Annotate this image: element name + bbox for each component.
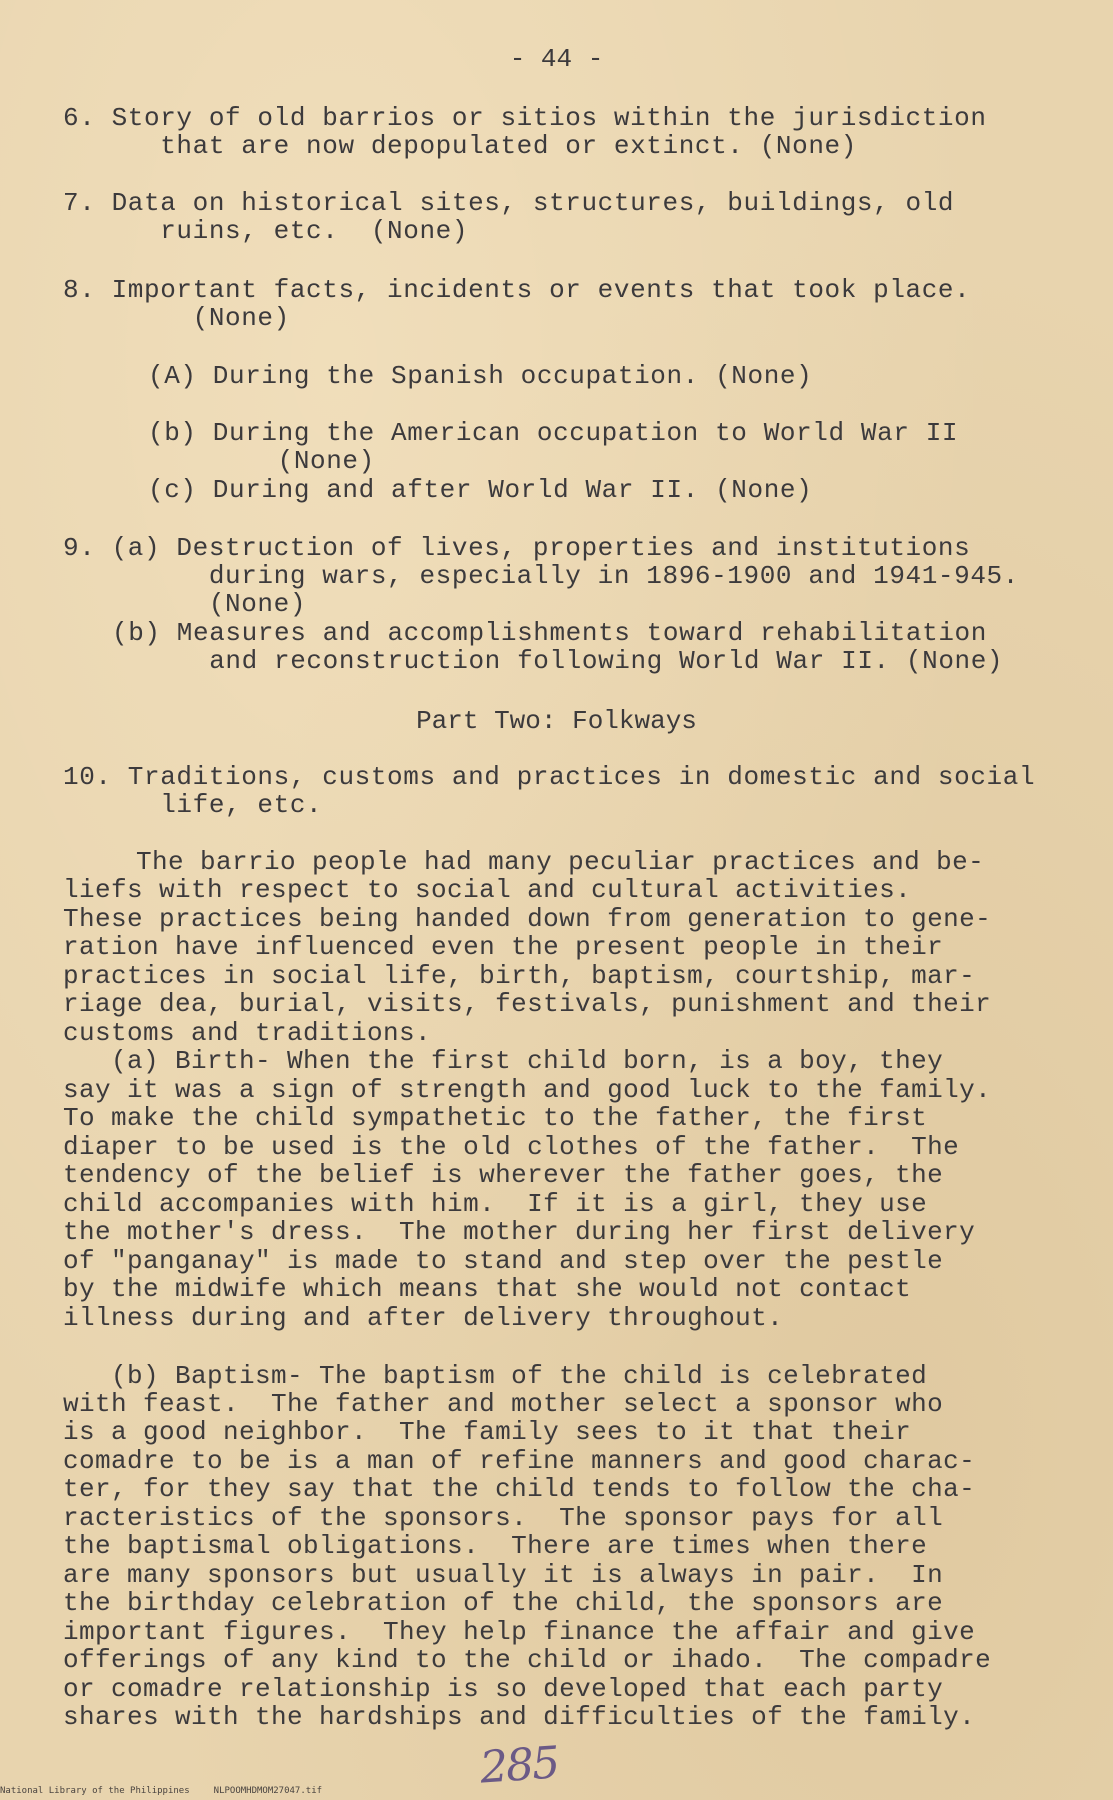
paragraph-intro-line: The barrio people had many peculiar practices and be- xyxy=(40,847,985,877)
birth-paragraph-line: say it was a sign of strength and good luck to the family. xyxy=(63,1075,992,1105)
birth-paragraph-line: To make the child sympathetic to the father, the first xyxy=(63,1103,928,1133)
baptism-paragraph-line: racteristics of the sponsors. The sponsor pays for all xyxy=(63,1503,944,1533)
item-6-line-1: 6. Story of old barrios or sitios within the jurisdiction xyxy=(63,103,987,133)
baptism-paragraph-line: the baptismal obligations. There are times when there xyxy=(63,1531,928,1561)
paragraph-intro-line: customs and traditions. xyxy=(63,1018,432,1048)
baptism-paragraph-line: comadre to be is a man of refine manners and good charac- xyxy=(63,1446,976,1476)
page-number: - 44 - xyxy=(509,44,604,74)
paragraph-intro-line: practices in social life, birth, baptism, courtship, mar- xyxy=(63,961,976,991)
item-8-line-1: 8. Important facts, incidents or events that took place. xyxy=(63,275,971,305)
birth-paragraph-line: tendency of the belief is wherever the father goes, the xyxy=(63,1160,944,1190)
baptism-paragraph-line: important figures. They help finance the affair and give xyxy=(63,1617,976,1647)
item-8b-line-2: (None) xyxy=(148,446,375,476)
paragraph-intro-line: liefs with respect to social and cultural activities. xyxy=(63,875,912,905)
birth-paragraph-line: child accompanies with him. If it is a girl, they use xyxy=(63,1189,928,1219)
item-7-line-2: ruins, etc. (None) xyxy=(63,216,469,246)
item-6-line-2: that are now depopulated or extinct. (None) xyxy=(63,131,857,161)
birth-paragraph-line: (a) Birth- When the first child born, is a boy, they xyxy=(63,1046,944,1076)
baptism-paragraph-line: the birthday celebration of the child, the sponsors are xyxy=(63,1588,944,1618)
scan-footer xyxy=(0,1786,346,1796)
birth-paragraph-line: of "panganay" is made to stand and step over the pestle xyxy=(63,1246,944,1276)
baptism-paragraph-line: (b) Baptism- The baptism of the child is celebrated xyxy=(63,1361,928,1391)
item-9a-line-2: during wars, especially in 1896-1900 and 1941-945. xyxy=(63,561,1019,591)
paragraph-intro-line: These practices being handed down from generation to gene- xyxy=(63,904,992,934)
baptism-paragraph-line: with feast. The father and mother select a sponsor who xyxy=(63,1389,944,1419)
item-9a-line-1: 9. (a) Destruction of lives, properties and institutions xyxy=(63,533,971,563)
paragraph-intro-line: riage dea, burial, visits, festivals, punishment and their xyxy=(63,989,992,1019)
baptism-paragraph-line: are many sponsors but usually it is always in pair. In xyxy=(63,1560,944,1590)
paragraph-intro-line: ration have influenced even the present people in their xyxy=(63,932,944,962)
handwritten-page-number: 285 xyxy=(478,1737,560,1794)
birth-paragraph-line: diaper to be used is the old clothes of the father. The xyxy=(63,1132,960,1162)
item-7-line-1: 7. Data on historical sites, structures, buildings, old xyxy=(63,188,955,218)
item-9a-line-3: (None) xyxy=(63,589,307,619)
baptism-paragraph-line: is a good neighbor. The family sees to it that their xyxy=(63,1417,912,1447)
item-8b-line-1: (b) During the American occupation to World War II xyxy=(148,418,959,448)
baptism-paragraph-line: ter, for they say that the child tends to follow the cha- xyxy=(63,1474,976,1504)
birth-paragraph-line: the mother's dress. The mother during her first delivery xyxy=(63,1217,976,1247)
item-8a: (A) During the Spanish occupation. (None) xyxy=(148,361,813,391)
baptism-paragraph-line: offerings of any kind to the child or ihado. The compadre xyxy=(63,1645,992,1675)
item-8c: (c) During and after World War II. (None) xyxy=(148,475,813,505)
baptism-paragraph-line: shares with the hardships and difficulties of the family. xyxy=(63,1702,976,1732)
item-9b-line-1: (b) Measures and accomplishments toward rehabilitation xyxy=(112,618,987,648)
footer-library: National Library of the Philippines xyxy=(0,1786,190,1796)
birth-paragraph-line: illness during and after delivery throughout. xyxy=(63,1303,784,1333)
item-10-line-2: life, etc. xyxy=(63,790,323,820)
item-10-line-1: 10. Traditions, customs and practices in domestic and social xyxy=(63,762,1036,792)
item-8-line-2: (None) xyxy=(63,303,290,333)
footer-file-id: NLPOOMHDMOM27047.tif xyxy=(213,1786,323,1796)
baptism-paragraph-line: or comadre relationship is so developed that each party xyxy=(63,1674,944,1704)
section-heading: Part Two: Folkways xyxy=(416,706,697,736)
item-9b-line-2: and reconstruction following World War II. (None) xyxy=(112,646,1004,676)
birth-paragraph-line: by the midwife which means that she would not contact xyxy=(63,1274,912,1304)
